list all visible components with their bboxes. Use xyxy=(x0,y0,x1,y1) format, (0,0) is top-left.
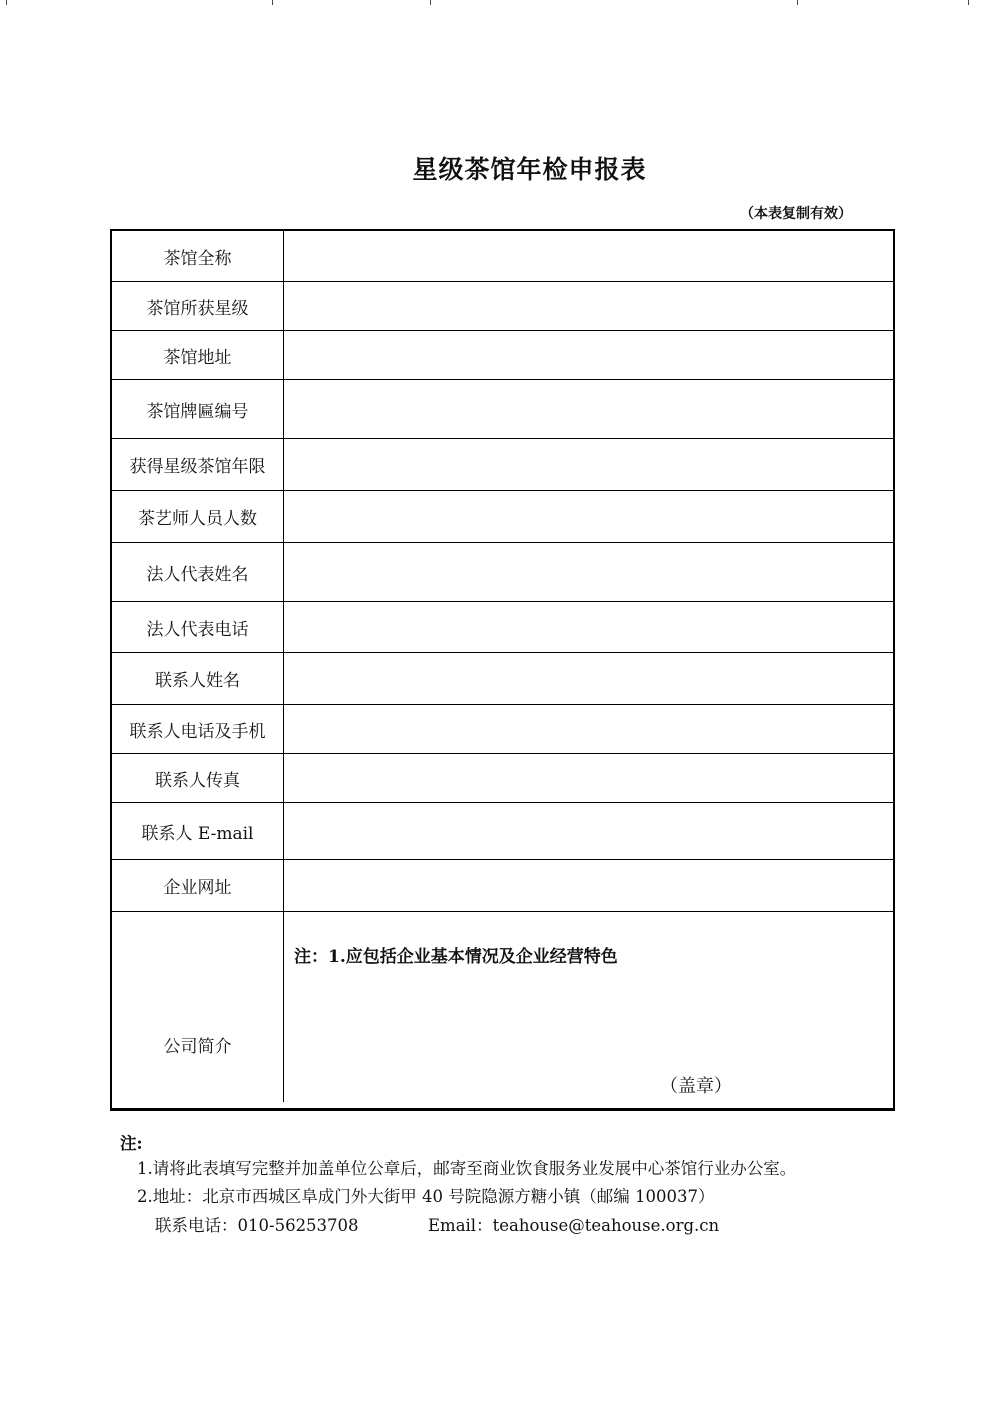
form-row-legal-rep-phone xyxy=(112,602,893,653)
field-label: 茶馆牌匾编号 xyxy=(146,401,249,422)
field-label: 法人代表姓名 xyxy=(146,564,249,585)
footnote-contact xyxy=(155,1212,720,1236)
form-row-star-years xyxy=(112,439,893,491)
company-intro-field[interactable] xyxy=(284,912,893,1108)
crop-mark xyxy=(6,0,7,5)
contact-phone: 联系电话：010-56253708 xyxy=(155,1216,359,1235)
field-label: 联系人 E-mail xyxy=(141,823,254,844)
form-row-company-intro xyxy=(112,912,893,1108)
form-row-teahouse-name xyxy=(112,231,893,282)
plaque-number-field[interactable] xyxy=(284,380,893,438)
form-row-contact-phone xyxy=(112,705,893,754)
field-label: 茶馆地址 xyxy=(163,347,232,368)
crop-mark xyxy=(272,0,273,5)
contact-phone-field[interactable] xyxy=(284,705,893,753)
field-label: 联系人电话及手机 xyxy=(129,721,266,742)
website-field[interactable] xyxy=(284,860,893,911)
star-years-field[interactable] xyxy=(284,439,893,490)
field-label: 法人代表电话 xyxy=(146,619,249,640)
form-row-address xyxy=(112,331,893,380)
top-crop-marks xyxy=(0,0,999,6)
tea-artist-count-field[interactable] xyxy=(284,491,893,542)
form-row-contact-fax xyxy=(112,754,893,803)
legal-rep-phone-field[interactable] xyxy=(284,602,893,652)
field-label: 茶馆所获星级 xyxy=(146,298,249,319)
form-row-website xyxy=(112,860,893,912)
footnote-heading: 注: xyxy=(120,1134,143,1153)
form-row-plaque-number xyxy=(112,380,893,439)
form-row-tea-artist-count xyxy=(112,491,893,543)
crop-mark xyxy=(797,0,798,5)
form-row-star-rating xyxy=(112,282,893,331)
field-label: 联系人传真 xyxy=(155,770,240,791)
field-label: 获得星级茶馆年限 xyxy=(129,457,266,477)
footnote-address: 2.地址：北京市西城区阜成门外大街甲 40 号院隐源方糖小镇（邮编 100037） xyxy=(137,1187,715,1206)
field-label: 茶馆全称 xyxy=(163,248,232,269)
crop-mark xyxy=(430,0,431,5)
field-label: 公司简介 xyxy=(163,1036,232,1057)
teahouse-name-field[interactable] xyxy=(284,231,893,281)
stamp-label: （盖章） xyxy=(660,1076,732,1097)
contact-email-field[interactable] xyxy=(284,803,893,859)
contact-fax-field[interactable] xyxy=(284,754,893,802)
field-label: 联系人姓名 xyxy=(155,671,240,691)
field-label: 企业网址 xyxy=(163,878,232,898)
address-field[interactable] xyxy=(284,331,893,379)
form-row-contact-email xyxy=(112,803,893,860)
footnote-submission: 1.请将此表填写完整并加盖单位公章后，邮寄至商业饮食服务业发展中心茶馆行业办公室。 xyxy=(137,1159,797,1178)
star-rating-field[interactable] xyxy=(284,282,893,330)
field-label: 茶艺师人员人数 xyxy=(138,509,257,529)
application-form xyxy=(110,229,895,1111)
legal-rep-name-field[interactable] xyxy=(284,543,893,601)
intro-instruction: 注：1.应包括企业基本情况及企业经营特色 xyxy=(294,947,618,967)
page-title: 星级茶馆年检申报表 xyxy=(412,155,647,184)
form-row-legal-rep-name xyxy=(112,543,893,602)
contact-email: Email：teahouse@teahouse.org.cn xyxy=(428,1216,720,1235)
crop-mark xyxy=(968,0,969,5)
form-row-contact-name xyxy=(112,653,893,705)
copy-valid-note: （本表复制有效） xyxy=(740,206,852,222)
contact-name-field[interactable] xyxy=(284,653,893,704)
